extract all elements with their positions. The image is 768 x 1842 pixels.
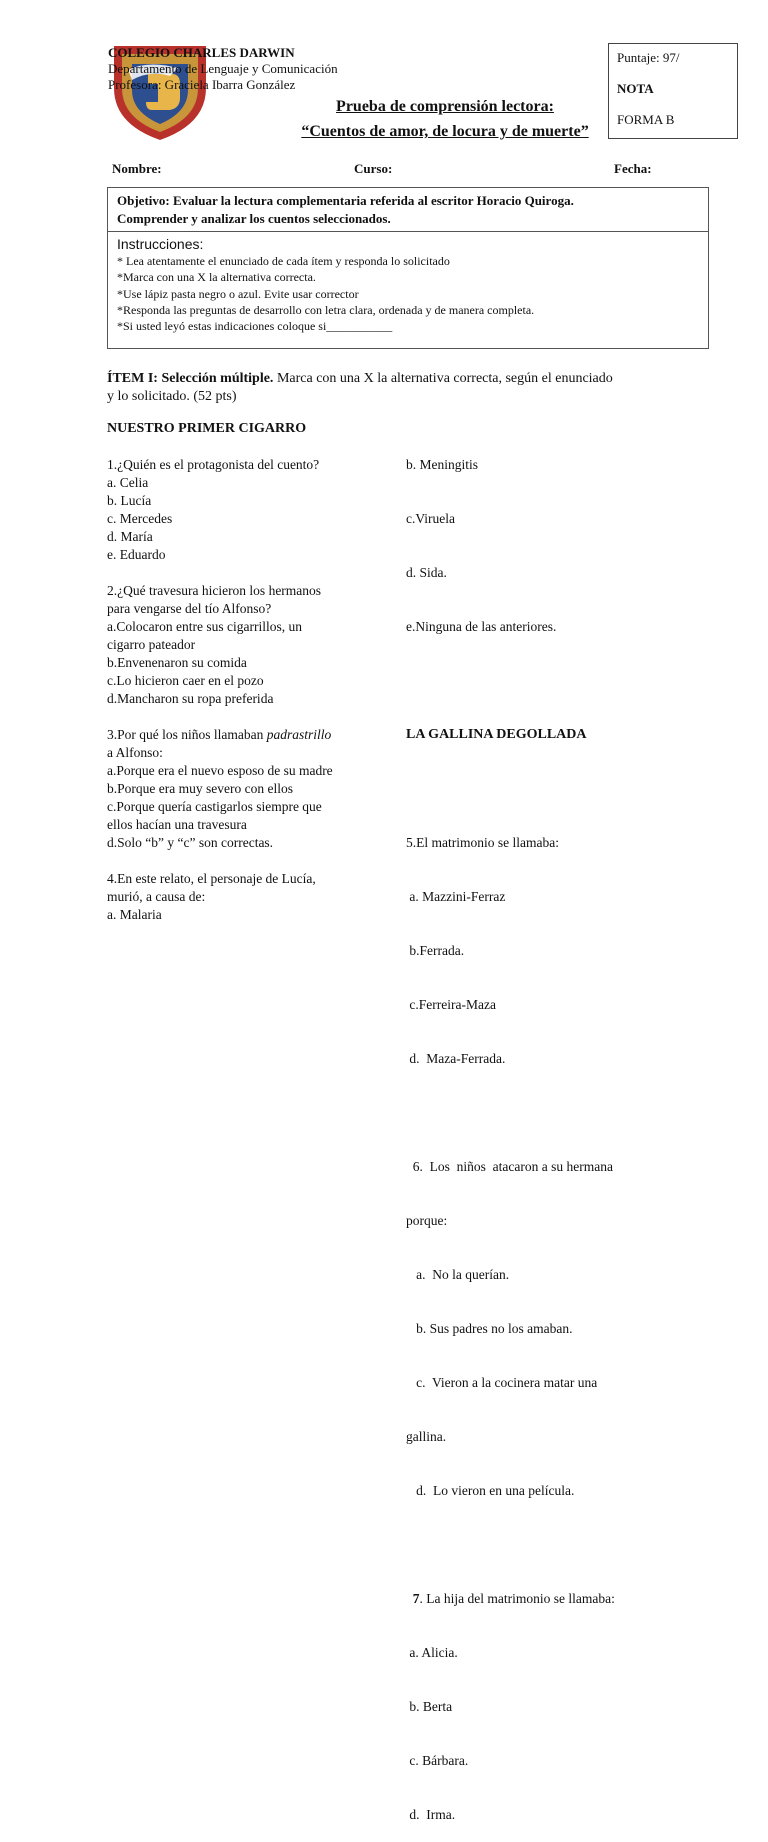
option[interactable]: a. Alicia. <box>406 1645 458 1660</box>
question-3: 3.Por qué los niños llamaban padrastrillo <box>107 727 332 742</box>
test-title-line1: Prueba de comprensión lectora: <box>336 98 554 115</box>
section-title: NUESTRO PRIMER CIGARRO <box>107 421 307 436</box>
item1-label: ÍTEM I: Selección múltiple. <box>107 371 274 386</box>
option[interactable]: a.Colocaron entre sus cigarrillos, un <box>107 619 302 634</box>
objective <box>108 188 708 232</box>
instruction-item: *Responda las preguntas de desarrollo con letra clara, ordenada y de manera completa. <box>117 302 535 317</box>
option[interactable]: d. Lo vieron en una película. <box>406 1483 575 1498</box>
option[interactable]: c.Lo hicieron caer en el pozo <box>107 673 264 688</box>
option[interactable]: d.Mancharon su ropa preferida <box>107 691 274 706</box>
item1-text2: y lo solicitado. (52 pts) <box>107 389 237 404</box>
option[interactable]: c.Viruela <box>406 511 456 526</box>
right-column <box>406 420 676 1842</box>
item1-text: Marca con una X la alternativa correcta, según el enunciado <box>273 371 613 386</box>
option[interactable]: d. Irma. <box>406 1807 456 1822</box>
option-cont[interactable]: gallina. <box>406 1429 447 1444</box>
school-header <box>108 45 338 93</box>
option[interactable]: a. Malaria <box>107 907 162 922</box>
option[interactable]: d. María <box>107 529 153 544</box>
nombre-field[interactable]: Nombre: <box>112 161 162 176</box>
option[interactable]: a. Celia <box>107 475 149 490</box>
option[interactable]: d. Maza-Ferrada. <box>406 1051 506 1066</box>
option[interactable]: a. No la querían. <box>406 1267 510 1282</box>
instruction-item: *Use lápiz pasta negro o azul. Evite usar corrector <box>117 286 359 301</box>
question-3-cont: a Alfonso: <box>107 745 163 760</box>
objective-line1: Objetivo: Evaluar la lectura complementaria referida al escritor Horacio Quiroga. <box>117 193 574 208</box>
forma-label: FORMA B <box>617 112 675 127</box>
option-cont[interactable]: ellos hacían una travesura <box>107 817 247 832</box>
option[interactable]: d.Solo “b” y “c” son correctas. <box>107 835 274 850</box>
item1-header <box>107 370 667 406</box>
option-cont[interactable]: cigarro pateador <box>107 637 196 652</box>
option[interactable]: c.Ferreira-Maza <box>406 997 496 1012</box>
question-2-cont: para vengarse del tío Alfonso? <box>107 601 272 616</box>
curso-field[interactable]: Curso: <box>354 161 393 176</box>
option[interactable]: c.Porque quería castigarlos siempre que <box>107 799 322 814</box>
question-5: 5.El matrimonio se llamaba: <box>406 835 559 850</box>
option[interactable]: e. Eduardo <box>107 547 166 562</box>
left-column <box>107 420 377 924</box>
option[interactable]: b. Sus padres no los amaban. <box>406 1321 573 1336</box>
instructions <box>108 232 708 337</box>
option[interactable]: b.Ferrada. <box>406 943 465 958</box>
puntaje-label: Puntaje: 97/ <box>617 50 680 65</box>
instruction-item[interactable]: *Si usted leyó estas indicaciones coloque si___________ <box>117 319 393 334</box>
option[interactable]: e.Ninguna de las anteriores. <box>406 619 557 634</box>
option[interactable]: b. Berta <box>406 1699 453 1714</box>
option[interactable]: b. Meningitis <box>406 457 479 472</box>
objective-box <box>107 187 709 349</box>
instruction-item: *Marca con una X la alternativa correcta. <box>117 270 316 285</box>
option[interactable]: d. Sida. <box>406 565 447 580</box>
option[interactable]: c. Vieron a la cocinera matar una <box>406 1375 598 1390</box>
option[interactable]: a. Mazzini-Ferraz <box>406 889 506 904</box>
option[interactable]: a.Porque era el nuevo esposo de su madre <box>107 763 333 778</box>
teacher: Profesora: Graciela Ibarra González <box>108 77 296 92</box>
nota-label: NOTA <box>617 81 654 96</box>
section-title: LA GALLINA DEGOLLADA <box>406 727 587 742</box>
school-name: COLEGIO CHARLES DARWIN <box>108 45 295 60</box>
question-4-cont: murió, a causa de: <box>107 889 206 904</box>
instructions-heading: Instrucciones: <box>117 236 204 252</box>
question-2: 2.¿Qué travesura hicieron los hermanos <box>107 583 322 598</box>
question-6-cont: porque: <box>406 1213 448 1228</box>
option[interactable]: b. Lucía <box>107 493 152 508</box>
department: Departamento de Lenguaje y Comunicación <box>108 61 338 76</box>
option[interactable]: b.Envenenaron su comida <box>107 655 247 670</box>
instruction-item: * Lea atentamente el enunciado de cada ítem y responda lo solicitado <box>117 254 450 268</box>
score-box <box>608 43 738 139</box>
question-6: 6. Los niños atacaron a su hermana <box>406 1159 613 1174</box>
question-4: 4.En este relato, el personaje de Lucía, <box>107 871 316 886</box>
fecha-field[interactable]: Fecha: <box>614 161 652 176</box>
option[interactable]: b.Porque era muy severo con ellos <box>107 781 293 796</box>
question-1: 1.¿Quién es el protagonista del cuento? <box>107 457 320 472</box>
question-7: 7. La hija del matrimonio se llamaba: <box>412 1591 615 1606</box>
test-title-line2: “Cuentos de amor, de locura y de muerte” <box>301 123 589 140</box>
option[interactable]: c. Bárbara. <box>406 1753 469 1768</box>
objective-line2: Comprender y analizar los cuentos seleccionados. <box>117 211 391 226</box>
option[interactable]: c. Mercedes <box>107 511 173 526</box>
